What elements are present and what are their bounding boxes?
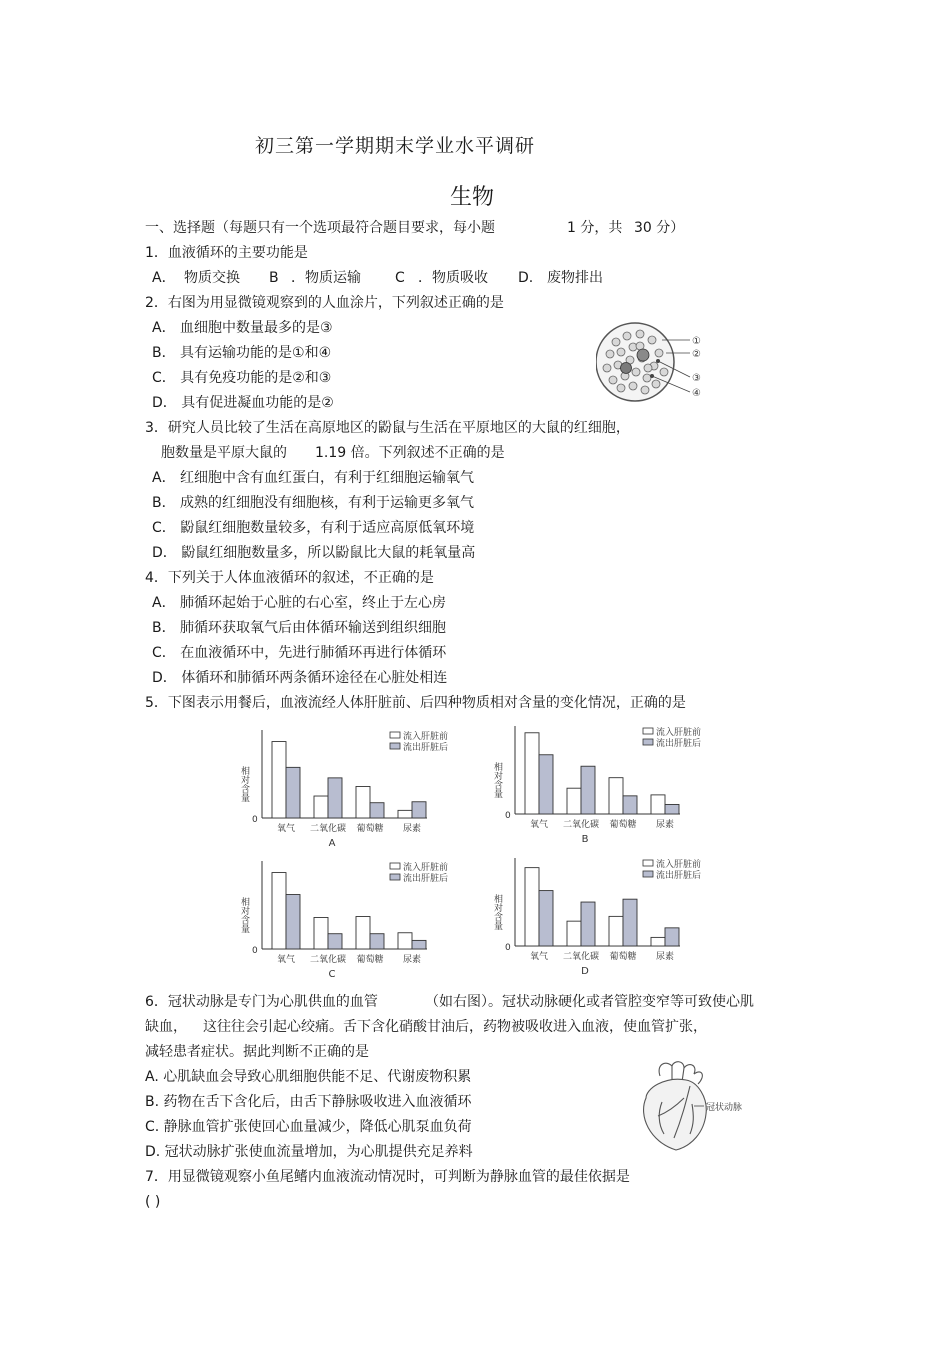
bar-尿素-after (412, 802, 426, 818)
x-tick-label: 葡萄糖 (609, 820, 637, 830)
legend-swatch (390, 743, 400, 749)
blood-smear-figure (596, 320, 708, 404)
bar-尿素-after (412, 940, 426, 949)
bar-葡萄糖-after (370, 934, 384, 949)
bar-二氧化碳-after (581, 902, 595, 946)
q7-answer-blank: ( ) (145, 1194, 161, 1210)
q2-option-b: B． 具有运输功能的是①和④ (152, 345, 332, 361)
legend-swatch (643, 871, 653, 877)
legend-label: 流入肝脏前 (403, 863, 449, 873)
q4-option-a: A． 肺循环起始于心脏的右心室，终止于左心房 (152, 595, 447, 611)
q1-option-b-label: B (269, 270, 279, 286)
legend-swatch (643, 728, 653, 734)
q2-stem: 2．右图为用显微镜观察到的人血涂片，下列叙述正确的是 (145, 295, 504, 311)
section-heading: 一、选择题（每题只有一个选项最符合题目要求，每小题 (145, 220, 495, 236)
x-tick-label: 尿素 (655, 820, 675, 830)
legend-label: 流出肝脏后 (656, 739, 702, 749)
q2-option-c: C． 具有免疫功能的是②和③ (152, 370, 332, 386)
bar-氧气-before (525, 868, 539, 946)
x-tick-label: 尿素 (655, 952, 675, 962)
x-tick-label: 氧气 (529, 820, 549, 830)
bar-葡萄糖-before (356, 917, 370, 949)
bar-葡萄糖-after (370, 803, 384, 818)
bar-氧气-after (539, 891, 553, 946)
page-title: 初三第一学期期末学业水平调研 (255, 135, 536, 157)
q1-option-c-label: C (395, 270, 405, 286)
bar-葡萄糖-before (356, 786, 370, 818)
bar-二氧化碳-before (567, 788, 581, 814)
q4-option-d: D． 体循环和肺循环两条循环途径在心脏处相连 (152, 670, 448, 686)
x-tick-label: 二氧化碳 (562, 952, 600, 962)
y-axis-label: 相对含量 (492, 762, 502, 798)
bar-葡萄糖-after (623, 796, 637, 814)
x-tick-label: 葡萄糖 (609, 952, 637, 962)
y-axis-label: 相对含量 (239, 897, 249, 933)
q3-option-b: B． 成熟的红细胞没有细胞核，有利于运输更多氧气 (152, 495, 475, 511)
q1-option-c: ．物质吸收 (418, 270, 488, 286)
chart-c (232, 855, 472, 985)
x-tick-label: 氧气 (276, 955, 296, 965)
q1-option-b: ．物质运输 (291, 270, 361, 286)
bar-尿素-before (398, 933, 412, 949)
bar-二氧化碳-after (328, 778, 342, 818)
q6-line1b: （如右图）。冠状动脉硬化或者管腔变窄等可致使心肌 (425, 994, 754, 1010)
legend-swatch (390, 874, 400, 880)
section-score-1: 1 分，共 (567, 220, 623, 236)
legend-swatch (390, 732, 400, 738)
q6-option-b: B. 药物在舌下含化后，由舌下静脉吸收进入血液循环 (145, 1094, 472, 1110)
y-axis-label: 相对含量 (239, 766, 249, 802)
q6-line1a: 6．冠状动脉是专门为心肌供血的血管 (145, 994, 378, 1010)
q4-option-b: B． 肺循环获取氧气后由体循环输送到组织细胞 (152, 620, 447, 636)
x-tick-label: 氧气 (276, 824, 296, 834)
subject-title: 生物 (450, 185, 495, 210)
q3-option-c: C． 鼢鼠红细胞数量较多，有利于适应高原低氧环境 (152, 520, 475, 536)
legend-label: 流入肝脏前 (656, 728, 702, 738)
q1-stem: 1．血液循环的主要功能是 (145, 245, 308, 261)
section-score-2: 30 分） (634, 220, 685, 236)
panel-label: A (328, 838, 336, 849)
q5-stem: 5．下图表示用餐后，血液流经人体肝脏前、后四种物质相对含量的变化情况，正确的是 (145, 695, 686, 711)
x-tick-label: 尿素 (402, 824, 422, 834)
bar-尿素-before (651, 795, 665, 814)
legend-swatch (643, 739, 653, 745)
q6-option-c: C. 静脉血管扩张使回心血量减少，降低心肌泵血负荷 (145, 1119, 472, 1135)
legend-swatch (390, 863, 400, 869)
origin-label: 0 (252, 815, 258, 825)
q4-option-c: C． 在血液循环中，先进行肺循环再进行体循环 (152, 645, 447, 661)
chart-d (485, 852, 725, 982)
x-tick-label: 尿素 (402, 955, 422, 965)
legend-label: 流入肝脏前 (403, 732, 449, 742)
bar-二氧化碳-before (314, 917, 328, 949)
q1-option-d: 废物排出 (547, 270, 603, 286)
bar-尿素-before (651, 937, 665, 946)
bar-葡萄糖-after (623, 899, 637, 946)
origin-label: 0 (505, 811, 511, 821)
q6-line3: 减轻患者症状。据此判断不正确的是 (145, 1044, 369, 1060)
blood-label-1: ① (692, 336, 701, 347)
origin-label: 0 (505, 943, 511, 953)
y-axis-label: 相对含量 (492, 894, 502, 930)
x-tick-label: 氧气 (529, 952, 549, 962)
coronary-artery-label: 冠状动脉 (706, 1103, 743, 1113)
q1-option-d-label: D. (518, 270, 534, 286)
q6-line2b: 这往往会引起心绞痛。舌下含化硝酸甘油后，药物被吸收进入血液，使血管扩张， (203, 1019, 707, 1035)
blood-label-2: ② (692, 349, 701, 360)
q2-option-a: A． 血细胞中数量最多的是③ (152, 320, 333, 336)
bar-葡萄糖-before (609, 916, 623, 946)
bar-尿素-after (665, 928, 679, 946)
q6-option-a: A. 心肌缺血会导致心肌细胞供能不足、代谢废物积累 (145, 1069, 472, 1085)
bar-葡萄糖-before (609, 778, 623, 814)
q6-line2a: 缺血， (145, 1019, 187, 1035)
legend-label: 流出肝脏后 (403, 874, 449, 884)
blood-label-4: ④ (692, 388, 701, 399)
bar-氧气-before (525, 733, 539, 814)
q1-option-a-label: A． (152, 270, 176, 286)
bar-氧气-before (272, 742, 286, 818)
bar-氧气-after (286, 767, 300, 818)
q3-stem-line2a: 胞数量是平原大鼠的 (161, 445, 287, 461)
blood-label-3: ③ (692, 373, 701, 384)
q1-option-a: 物质交换 (184, 270, 240, 286)
origin-label: 0 (252, 946, 258, 956)
panel-label: C (328, 969, 336, 980)
q4-stem: 4．下列关于人体血液循环的叙述，不正确的是 (145, 570, 434, 586)
bar-二氧化碳-before (314, 796, 328, 818)
bar-二氧化碳-before (567, 921, 581, 946)
bar-氧气-after (539, 755, 553, 814)
bar-氧气-before (272, 873, 286, 949)
chart-b (485, 720, 725, 850)
bar-氧气-after (286, 895, 300, 949)
bar-二氧化碳-after (581, 766, 595, 814)
x-tick-label: 葡萄糖 (356, 824, 384, 834)
heart-figure (632, 1058, 762, 1154)
bar-尿素-before (398, 810, 412, 818)
legend-label: 流出肝脏后 (656, 871, 702, 881)
bar-二氧化碳-after (328, 934, 342, 949)
panel-label: B (581, 834, 589, 845)
legend-label: 流出肝脏后 (403, 743, 449, 753)
q3-stem-line1: 3．研究人员比较了生活在高原地区的鼢鼠与生活在平原地区的大鼠的红细胞， (145, 420, 630, 436)
x-tick-label: 二氧化碳 (309, 955, 347, 965)
bar-尿素-after (665, 804, 679, 814)
q3-option-d: D． 鼢鼠红细胞数量多，所以鼢鼠比大鼠的耗氧量高 (152, 545, 476, 561)
legend-swatch (643, 860, 653, 866)
q3-stem-line2b: 1.19 倍。下列叙述不正确的是 (315, 445, 505, 461)
chart-a (232, 724, 472, 852)
q6-option-d: D. 冠状动脉扩张使血流量增加，为心肌提供充足养料 (145, 1144, 473, 1160)
legend-label: 流入肝脏前 (656, 860, 702, 870)
q3-option-a: A． 红细胞中含有血红蛋白，有利于红细胞运输氧气 (152, 470, 475, 486)
panel-label: D (581, 966, 589, 977)
x-tick-label: 二氧化碳 (309, 824, 347, 834)
q7-stem: 7．用显微镜观察小鱼尾鳍内血液流动情况时，可判断为静脉血管的最佳依据是 (145, 1169, 630, 1185)
q2-option-d: D． 具有促进凝血功能的是② (152, 395, 334, 411)
x-tick-label: 二氧化碳 (562, 820, 600, 830)
x-tick-label: 葡萄糖 (356, 955, 384, 965)
